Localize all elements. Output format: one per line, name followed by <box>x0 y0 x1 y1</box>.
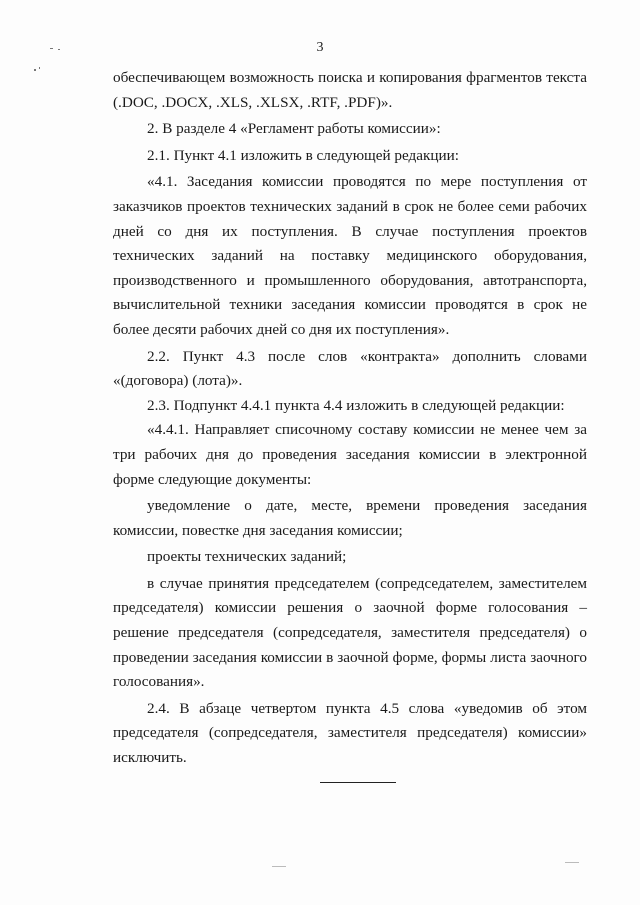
page-number: 3 <box>316 40 324 55</box>
closing-rule <box>320 782 396 783</box>
scan-speck <box>34 69 36 71</box>
paragraph-2-2: 2.2. Пункт 4.3 после слов «контракта» дополнить словами «(договора) (лота)». <box>113 347 587 390</box>
paragraph-2-3: 2.3. Подпункт 4.4.1 пункта 4.4 изложить в следующей редакции: <box>147 396 565 414</box>
paragraph-notice-item: уведомление о дате, месте, времени проведения заседания комиссии, повестке дня заседания комиссии; <box>113 497 587 539</box>
scan-speck <box>565 862 579 863</box>
document-body <box>113 66 587 771</box>
paragraph-continuation: обеспечивающем возможность поиска и копирования фрагментов текста (.DOC, .DOCX, .XLS, .XLSX, .RTF, .PDF)». <box>113 69 587 111</box>
paragraph-drafts-item: проекты технических заданий; <box>147 548 347 566</box>
paragraph-4-4-1-text: «4.4.1. Направляет списочному составу комиссии не менее чем за три рабочих дня до проведения заседания комиссии в электронной форме следующие документы: <box>113 421 587 488</box>
paragraph-2-1: 2.1. Пункт 4.1 изложить в следующей редакции: <box>147 146 460 164</box>
paragraph-section-2: 2. В разделе 4 «Регламент работы комиссии»: <box>147 120 441 138</box>
scan-speck <box>39 67 40 69</box>
scan-speck <box>272 866 286 867</box>
paragraph-4-1-text: «4.1. Заседания комиссии проводятся по мере поступления от заказчиков проектов технических заданий в срок не более семи рабочих дней со дня их поступления. В случае поступления проектов технических заданий на поставку медицинского оборудования, производственного и промышленного оборудования, автотранспорта, вычислительной техники заседания комиссии проводятся в срок не более десяти рабочих дней со дня их поступления». <box>113 173 587 338</box>
paragraph-absentee-item: в случае принятия председателем (сопредседателем, заместителем председателя) комиссии решения о заочной форме голосования – решение председателя (сопредседателя, заместителя председателя) о проведении заседания комиссии в заочной форме, формы листа заочного голосования». <box>113 574 587 691</box>
paragraph-2-4: 2.4. В абзаце четвертом пункта 4.5 слова «уведомив об этом председателя (сопредседателя, заместителя председателя) комиссии» исключить. <box>113 699 587 767</box>
